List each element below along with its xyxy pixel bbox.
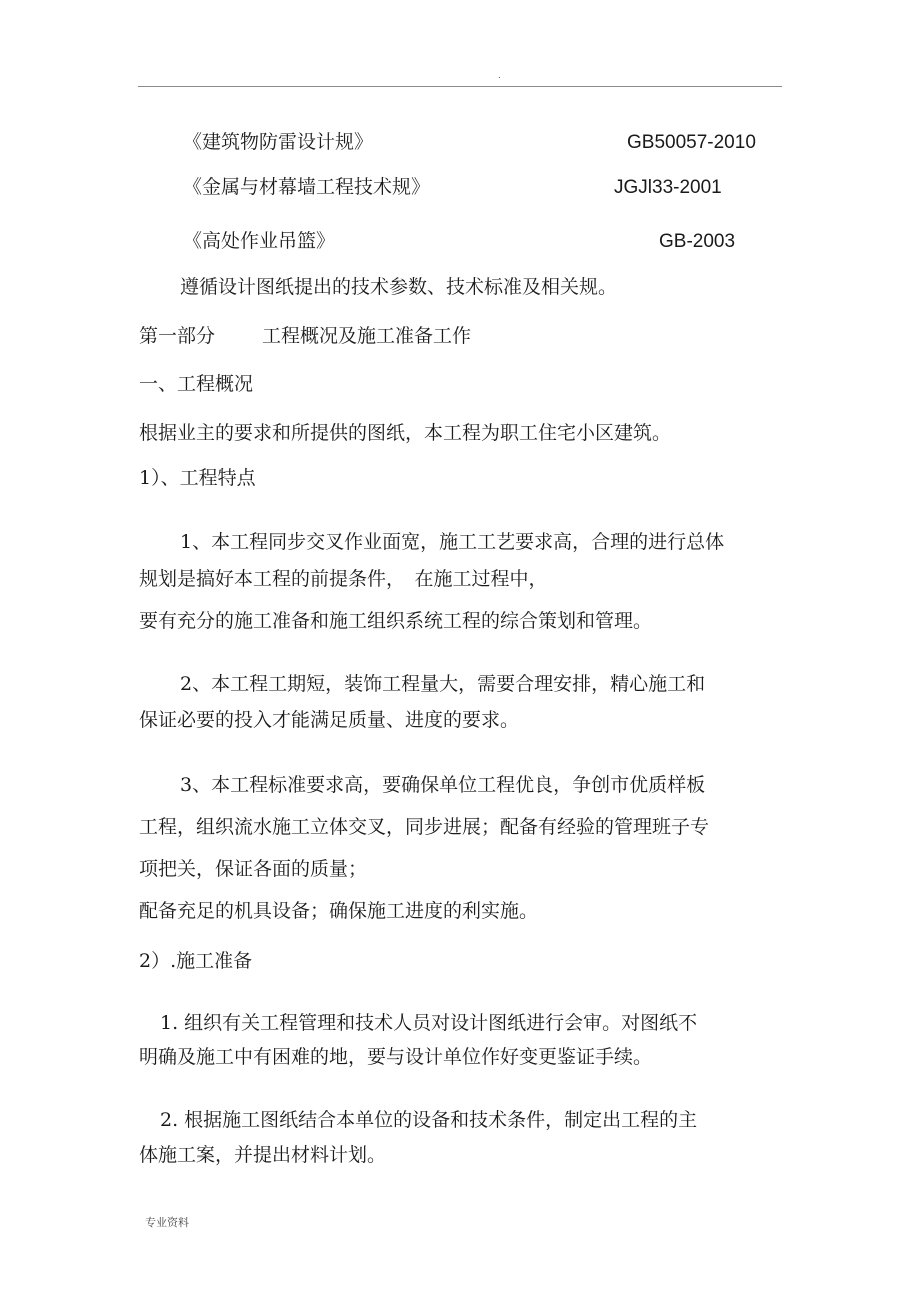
feature-1-line-2: 规划是搞好本工程的前提条件， 在施工过程中， bbox=[139, 568, 548, 590]
feature-3-line-3: 项把关，保证各面的质量； bbox=[139, 858, 368, 880]
header-mark: . bbox=[498, 70, 501, 81]
standard-code-1: GB50057-2010 bbox=[627, 132, 756, 153]
feature-3-line-2: 工程，组织流水施工立体交叉，同步进展；配备有经验的管理班子专 bbox=[139, 816, 710, 838]
intro-text: 根据业主的要求和所提供的图纸，本工程为职工住宅小区建筑。 bbox=[139, 422, 672, 444]
prep-1-line-1: 1. 组织有关工程管理和技术人员对设计图纸进行会审。对图纸不 bbox=[160, 1012, 698, 1034]
features-title: 1）、工程特点 bbox=[139, 467, 256, 489]
prep-2-line-1: 2. 根据施工图纸结合本单位的设备和技术条件，制定出工程的主 bbox=[160, 1109, 698, 1131]
prep-1-line-2: 明确及施工中有困难的地，要与设计单位作好变更鉴证手续。 bbox=[139, 1046, 653, 1068]
prep-title: 2）.施工准备 bbox=[139, 950, 253, 972]
feature-1-line-1: 1、本工程同步交叉作业面宽，施工工艺要求高，合理的进行总体 bbox=[180, 531, 725, 553]
standard-name-3: 《高处作业吊篮》 bbox=[183, 230, 336, 252]
part-title: 工程概况及施工准备工作 bbox=[262, 325, 472, 347]
section1-title: 一、工程概况 bbox=[139, 373, 254, 395]
standard-name-2: 《金属与材幕墙工程技术规》 bbox=[183, 176, 431, 198]
standard-code-2: JGJl33-2001 bbox=[614, 177, 722, 198]
prep-2-line-2: 体施工案，并提出材料计划。 bbox=[139, 1144, 387, 1166]
feature-2-line-2: 保证必要的投入才能满足质量、进度的要求。 bbox=[139, 709, 520, 731]
header-rule bbox=[138, 86, 782, 87]
part-label: 第一部分 bbox=[139, 325, 216, 347]
footer-label: 专业资料 bbox=[145, 1216, 189, 1229]
standard-name-1: 《建筑物防雷设计规》 bbox=[183, 131, 374, 153]
standard-code-3: GB-2003 bbox=[659, 231, 736, 252]
feature-3-line-4: 配备充足的机具设备；确保施工进度的利实施。 bbox=[139, 900, 539, 922]
feature-1-line-3: 要有充分的施工准备和施工组织系统工程的综合策划和管理。 bbox=[139, 610, 653, 632]
feature-3-line-1: 3、本工程标准要求高，要确保单位工程优良，争创市优质样板 bbox=[180, 774, 706, 796]
follow-note: 遵循设计图纸提出的技术参数、技术标准及相关规。 bbox=[180, 276, 618, 298]
feature-2-line-1: 2、本工程工期短，装饰工程量大，需要合理安排，精心施工和 bbox=[180, 673, 706, 695]
